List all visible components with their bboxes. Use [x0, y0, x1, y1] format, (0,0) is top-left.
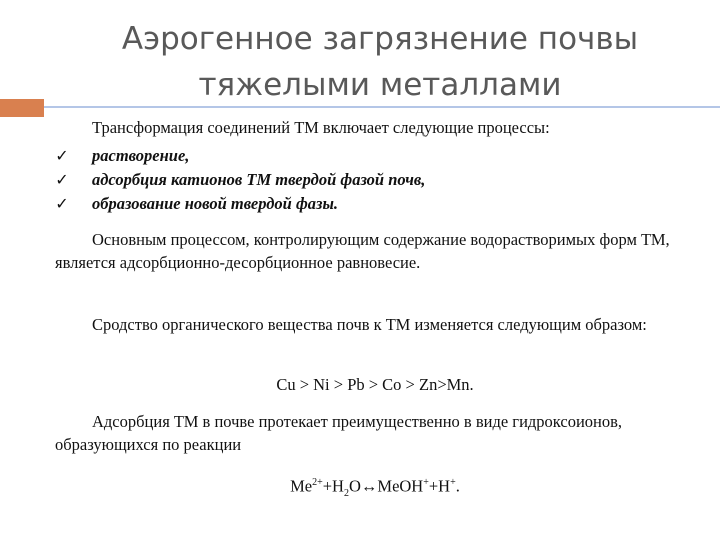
list-item — [52, 144, 425, 168]
paragraph-adsorption: Адсорбция ТМ в почве протекает преимущественно в виде гидроксоионов, образующихся по реакции — [55, 412, 623, 454]
reaction-formula — [15, 472, 720, 505]
reaction-subscript: 2 — [343, 487, 349, 499]
affinity-series: Cu > Ni > Pb > Co > Zn>Mn. — [276, 375, 474, 394]
reaction-superscript: + — [423, 477, 429, 488]
reaction-part: . — [455, 476, 460, 496]
reaction-part: Me — [290, 476, 313, 496]
checkmark-icon: ✓ — [55, 194, 69, 213]
list-item-label: образование новой твердой фазы. — [92, 194, 339, 213]
reaction-part: O↔MeOH — [348, 476, 424, 496]
checkmark-icon: ✓ — [55, 146, 69, 165]
slide-title-line-1: Аэрогенное загрязнение почвы — [121, 21, 639, 57]
list-item-label: адсорбция катионов ТМ твердой фазой почв, — [92, 170, 426, 189]
slide-title — [60, 16, 700, 108]
title-accent-block — [0, 99, 44, 117]
reaction-part: +H — [428, 476, 451, 496]
reaction-part: +H — [322, 476, 344, 496]
paragraph-affinity: Сродство органического вещества почв к ТМ изменяется следующим образом: — [92, 315, 647, 334]
title-underline-rule — [44, 106, 720, 108]
list-item — [52, 168, 425, 192]
reaction-superscript: + — [450, 477, 456, 488]
process-list — [52, 144, 425, 216]
slide-title-line-2: тяжелыми металлами — [198, 67, 562, 103]
list-item — [52, 192, 425, 216]
checkmark-icon: ✓ — [55, 170, 69, 189]
intro-text: Трансформация соединений ТМ включает следующие процессы: — [92, 118, 550, 137]
reaction-superscript: 2+ — [312, 477, 323, 488]
list-item-label: растворение, — [92, 146, 190, 165]
paragraph-equilibrium: Основным процессом, контролирующим содержание водорастворимых форм ТМ, является адсорбционно-десорбционное равновесие. — [55, 230, 670, 272]
